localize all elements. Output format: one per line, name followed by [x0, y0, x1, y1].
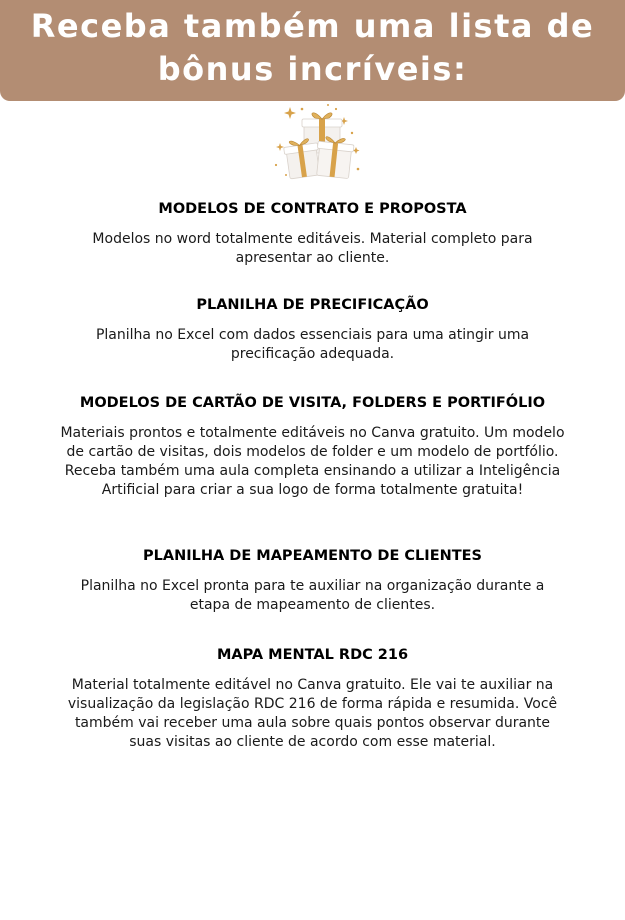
- section-description: Modelos no word totalmente editáveis. Material completo para apresentar ao cliente.: [92, 231, 533, 266]
- gift-boxes-icon: [268, 103, 364, 185]
- section-description: Planilha no Excel pronta para te auxiliar na organização durante a etapa de mapeamento de clientes.: [80, 578, 545, 613]
- section-title: MODELOS DE CONTRATO E PROPOSTA: [158, 201, 467, 217]
- section-title: PLANILHA DE PRECIFICAÇÃO: [196, 297, 429, 313]
- section-description: Material totalmente editável no Canva gratuito. Ele vai te auxiliar na visualização da legislação RDC 216 de forma rápida e resumida. Você também vai receber uma aula sobre quais pontos observar durante suas visitas ao cliente de acordo com esse material.: [67, 677, 558, 750]
- section-title: MAPA MENTAL RDC 216: [216, 647, 409, 663]
- page-title: Receba também uma lista de bônus incríveis:: [30, 6, 595, 88]
- bonus-section-pricing: [60, 296, 565, 364]
- bonus-section-contract: [60, 200, 565, 268]
- header-banner: [0, 0, 625, 101]
- section-title: MODELOS DE CARTÃO DE VISITA, FOLDERS E PORTIFÓLIO: [79, 395, 546, 411]
- bonus-section-business-card: [60, 394, 565, 500]
- section-description: Materiais prontos e totalmente editáveis no Canva gratuito. Um modelo de cartão de visitas, dois modelos de folder e um modelo de portfólio. Receba também uma aula completa ensinando a utilizar a Inteligência Artificial para criar a sua logo de forma totalmente gratuita!: [60, 425, 565, 498]
- bonus-section-client-mapping: [60, 547, 565, 615]
- section-description: Planilha no Excel com dados essenciais para uma atingir uma precificação adequada.: [95, 327, 530, 362]
- bonus-section-mind-map: [60, 646, 565, 752]
- section-title: PLANILHA DE MAPEAMENTO DE CLIENTES: [143, 548, 482, 564]
